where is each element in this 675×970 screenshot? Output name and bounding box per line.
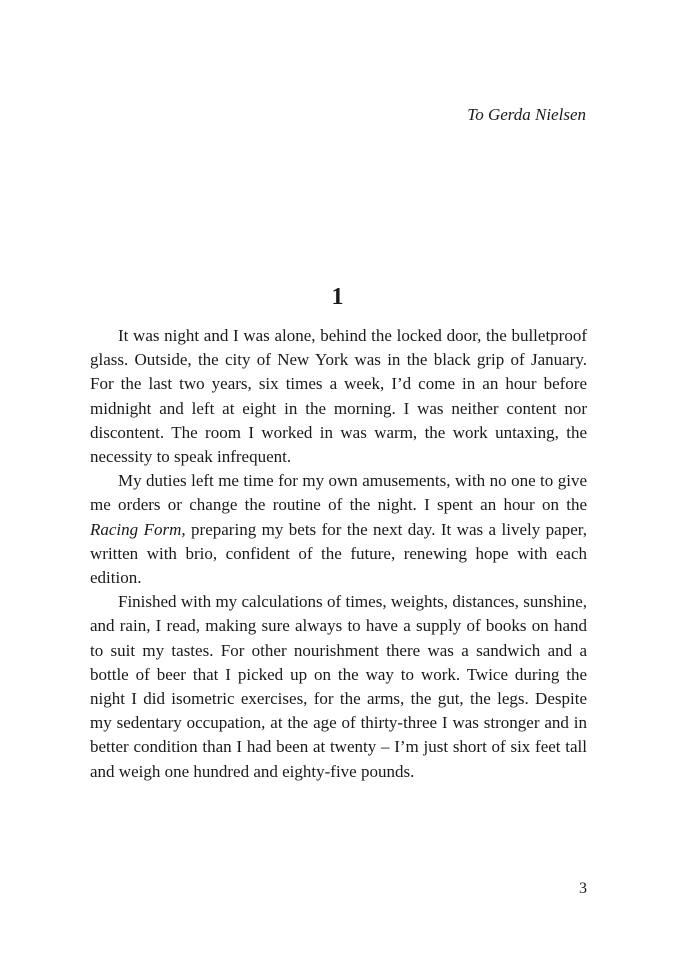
page-number: 3 [579, 880, 587, 897]
dedication: To Gerda Nielsen [467, 105, 586, 124]
paragraph: It was night and I was alone, behind the locked door, the bulletproof glass. Outside, the city of New York was in the black grip of January. For the last two years, six times a week, I’d come in an hour before midnight and left at eight in the morning. I was neither content nor discontent. The room I worked in was warm, the work untaxing, the necessity to speak infrequent. [90, 326, 587, 467]
chapter-number: 1 [331, 284, 344, 310]
publication-title: Racing Form, [90, 519, 186, 539]
body-text [90, 324, 587, 784]
paragraph-text: preparing my bets for the next day. It was a lively paper, written with brio, confident of the future, renewing hope with each edition. [90, 519, 588, 588]
paragraph [90, 469, 587, 590]
paragraph: Finished with my calculations of times, weights, distances, sunshine, and rain, I read, making sure always to have a supply of books on hand to suit my tastes. For other nourishment there was a sandwich and a bottle of beer that I picked up on the way to work. Twice during the night I did isometric exercises, for the arms, the gut, the legs. Despite my sedentary occupation, at the age of thirty-three I was stronger and in better condition than I had been at twenty – I’m just short of six feet tall and weigh one hundred and eighty-five pounds. [90, 592, 587, 781]
paragraph-text: My duties left me time for my own amusements, with no one to give me orders or change the routine of the night. I spent an hour on the [90, 471, 587, 515]
